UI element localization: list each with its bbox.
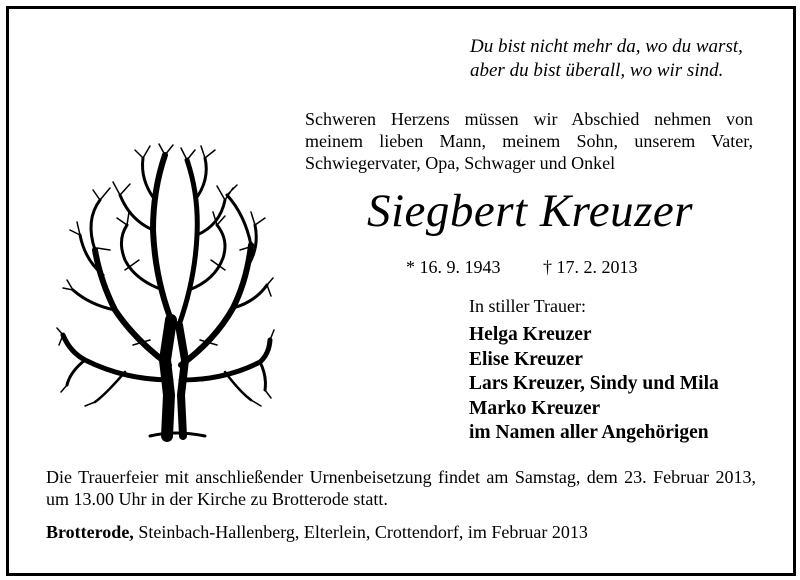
mourner: Elise Kreuzer [469,348,583,370]
life-dates [406,256,638,278]
mourner: Lars Kreuzer, Sindy und Mila [469,373,719,394]
motto-line-2: aber du bist überall, wo wir sind. [470,60,724,81]
funeral-text: Die Trauerfeier mit anschließender Urnenbeisetzung findet am Samstag, dem 23. Februar 2013, um 13.00 Uhr in der Kirche zu Brotterode statt. [46,467,756,509]
deceased-name: Siegbert Kreuzer [366,185,694,237]
birth-date: * 16. 9. 1943 [406,257,501,277]
place-line [46,521,588,543]
motto [470,35,743,83]
mourner: im Namen aller Angehörigen [469,422,709,443]
bare-tree-icon [55,140,275,450]
mourners-list [469,323,719,446]
mourner: Helga Kreuzer [469,324,592,345]
place-primary: Brotterode, [46,522,134,542]
death-date: † 17. 2. 2013 [543,257,638,277]
intro-text: Schweren Herzens müssen wir Abschied nehmen von meinem lieben Mann, meinem Sohn, unserem Vater, Schwiegervater, Opa, Schwager und Onkel [305,109,753,173]
mourning-intro: In stiller Trauer: [469,296,586,316]
motto-line-1: Du bist nicht mehr da, wo du warst, [470,36,743,57]
place-rest: Steinbach-Hallenberg, Elterlein, Crottendorf, im Februar 2013 [133,522,588,542]
mourner: Marko Kreuzer [469,397,601,419]
